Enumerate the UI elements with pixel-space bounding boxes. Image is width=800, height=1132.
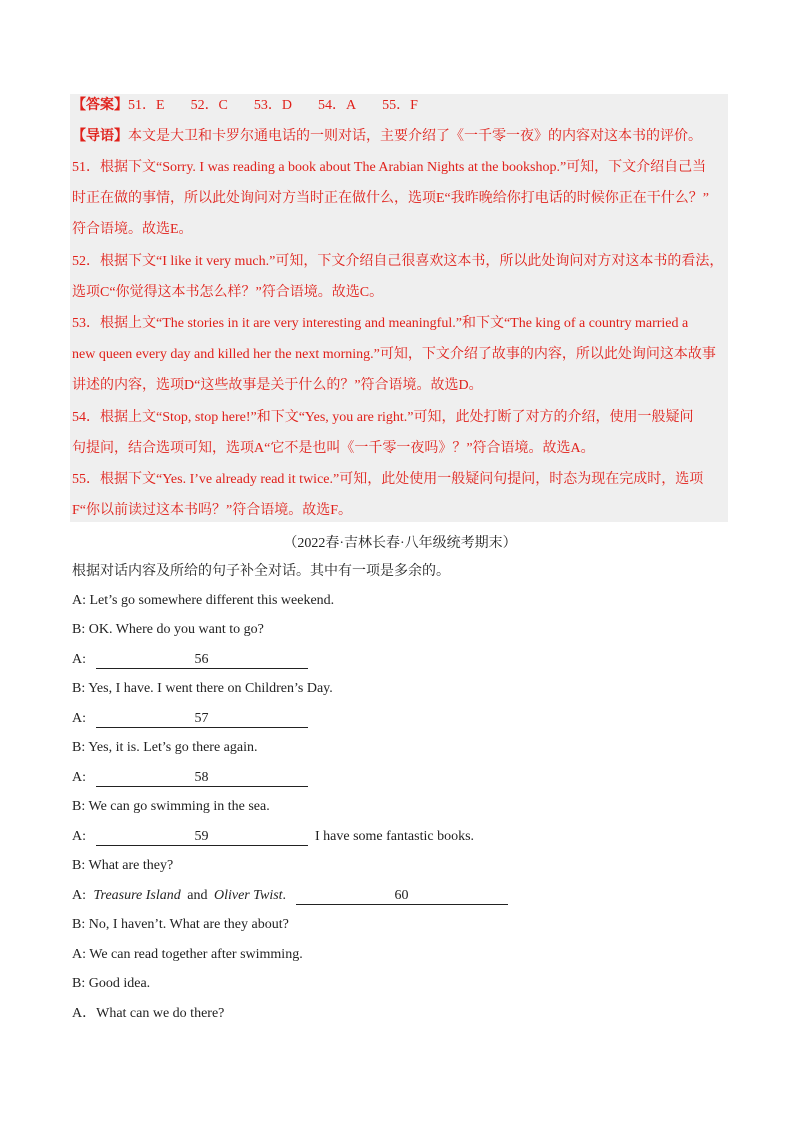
blank-56[interactable]: 56: [96, 652, 308, 669]
question-source: （2022春·吉林长春·八年级统考期末）: [283, 536, 517, 551]
dialogue-line: B: No, I haven’t. What are they about?: [72, 917, 289, 932]
dialogue-line: A: 58: [72, 769, 308, 787]
explanation-line: 符合语境。故选E。: [72, 222, 193, 237]
answer-item: 53．D: [253, 98, 293, 113]
option-a: A．What can we do there?: [72, 1006, 225, 1021]
answer-item: 55．F: [382, 98, 418, 113]
answer-item: 54．A: [318, 98, 357, 113]
answer-label: 【答案】: [72, 98, 128, 113]
dialogue-line: A: Let’s go somewhere different this weekend.: [72, 593, 335, 608]
dialogue-line: B: OK. Where do you want to go?: [72, 622, 264, 637]
explanation-line: 52．根据下文“I like it very much.”可知，下文介绍自己很喜欢这本书，所以此处询问对方对这本书的看法，: [72, 254, 724, 269]
answer-item: 52．C: [190, 98, 228, 113]
blank-60[interactable]: 60: [296, 888, 508, 905]
explanation-line: 53．根据上文“The stories in it are very interesting and meaningful.”和下文“The king of a country married a: [72, 316, 689, 331]
explanation-line: new queen every day and killed her the next morning.”可知，下文介绍了故事的内容，所以此处询问这本故事: [72, 347, 716, 362]
explanation-line: 句提问，结合选项可知，选项A“它不是也叫《一千零一夜吗》？”符合语境。故选A。: [72, 441, 595, 456]
explanation-line: F“你以前读过这本书吗？”符合语境。故选F。: [72, 503, 352, 518]
guide-text: 本文是大卫和卡罗尔通电话的一则对话，主要介绍了《一千零一夜》的内容对这本书的评价。: [128, 129, 702, 144]
answer-key-line: [72, 97, 418, 115]
book-title: Oliver Twist: [213, 888, 283, 903]
answer-item: 51．E: [128, 98, 165, 113]
dialogue-line: B: We can go swimming in the sea.: [72, 799, 270, 814]
explanation-line: 51．根据下文“Sorry. I was reading a book about The Arabian Nights at the bookshop.”可知，下文介绍自己当: [72, 160, 707, 175]
dialogue-line: A: We can read together after swimming.: [72, 947, 303, 962]
dialogue-line: A: 59 I have some fantastic books.: [72, 829, 475, 844]
dialogue-line: B: Good idea.: [72, 976, 151, 991]
blank-59[interactable]: 59: [96, 829, 308, 846]
blank-57[interactable]: 57: [96, 711, 308, 728]
dialogue-line: B: Yes, I have. I went there on Children’s Day.: [72, 681, 333, 696]
dialogue-line: A: 57: [72, 710, 308, 728]
dialogue-line: B: What are they?: [72, 858, 174, 873]
book-title: Treasure Island: [93, 888, 181, 903]
explanation-line: 55．根据下文“Yes. I’ve already read it twice.”可知，此处使用一般疑问句提问，时态为现在完成时，选项: [72, 472, 704, 487]
guide-line: [72, 128, 702, 146]
dialogue-line: A: 56: [72, 651, 308, 669]
explanation-line: 54．根据上文“Stop, stop here!”和下文“Yes, you are right.”可知，此处打断了对方的介绍，使用一般疑问: [72, 410, 694, 425]
dialogue-line: B: Yes, it is. Let’s go there again.: [72, 740, 258, 755]
instruction: 根据对话内容及所给的句子补全对话。其中有一项是多余的。: [72, 564, 450, 579]
dialogue-line: A: Treasure Island and Oliver Twist. 60: [72, 887, 508, 905]
blank-58[interactable]: 58: [96, 770, 308, 787]
explanation-line: 讲述的内容，选项D“这些故事是关于什么的？”符合语境。故选D。: [72, 378, 483, 393]
guide-label: 【导语】: [72, 129, 128, 144]
explanation-line: 时正在做的事情，所以此处询问对方当时正在做什么，选项E“我昨晚给你打电话的时候你正在干什么？”: [72, 191, 709, 206]
explanation-line: 选项C“你觉得这本书怎么样？”符合语境。故选C。: [72, 285, 384, 300]
